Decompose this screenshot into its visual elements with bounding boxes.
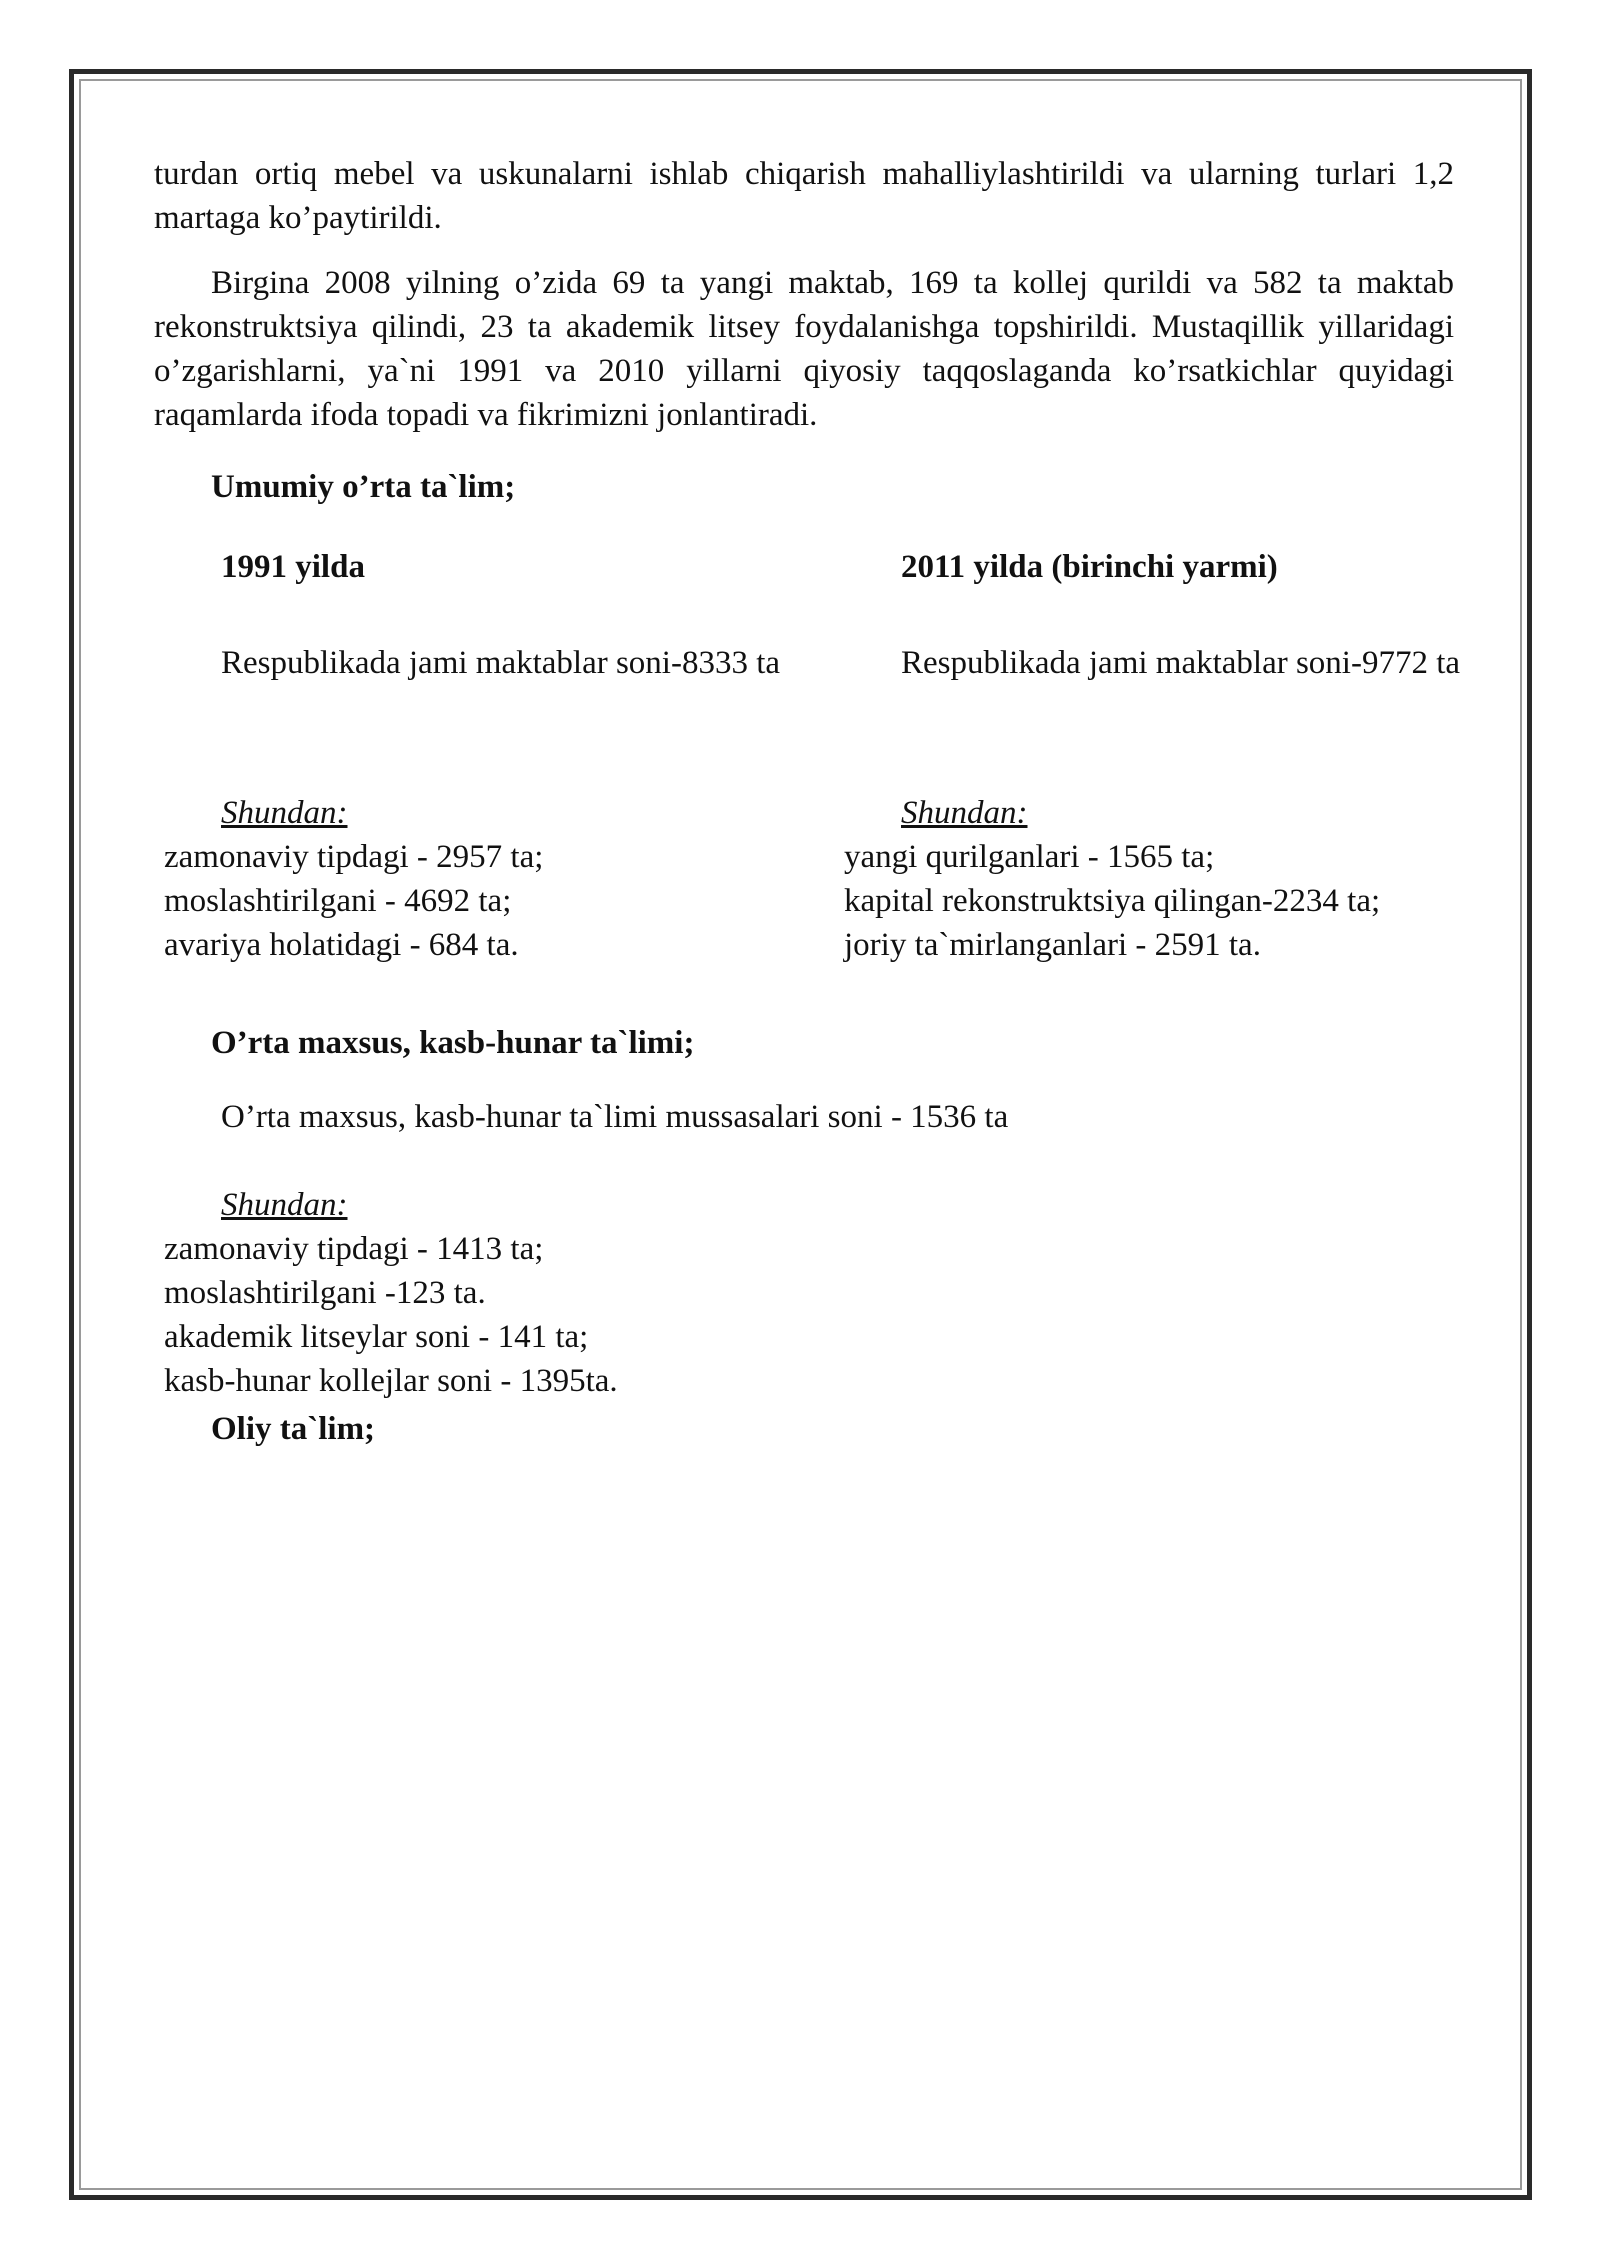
comparison-columns — [154, 545, 1484, 1015]
stat-line: moslashtirilgani -123 ta. — [164, 1275, 486, 1311]
vocational-count: O’rta maxsus, kasb-hunar ta`limi mussasalari soni - 1536 ta — [221, 1099, 1009, 1135]
intro-paragraph-2: Birgina 2008 yilning o’zida 69 ta yangi maktab, 169 ta kollej qurildi va 582 ta maktab rekonstruktsiya qilindi, 23 ta akademik litsey foydalanishga topshirildi. Mustaqillik yillaridagi o’zgarishlarni, ya`ni 1991 va 2010 yillarni qiyosiy taqqoslaganda ko’rsatkichlar quyidagi raqamlarda ifoda topadi va fikrimizni jonlantiradi. — [154, 265, 1454, 433]
document-body — [154, 152, 1461, 1451]
stat-line: zamonaviy tipdagi - 1413 ta; — [164, 1231, 544, 1267]
stat-line: akademik litseylar soni - 141 ta; — [164, 1319, 589, 1355]
shundan-label: Shundan: — [221, 795, 348, 831]
stat-line: avariya holatidagi - 684 ta. — [164, 927, 519, 963]
stat-line: joriy ta`mirlanganlari - 2591 ta. — [844, 927, 1261, 963]
stat-line: kapital rekonstruktsiya qilingan-2234 ta; — [844, 883, 1381, 919]
section-heading-vocational: O’rta maxsus, kasb-hunar ta`limi; — [211, 1025, 695, 1061]
section-heading-higher: Oliy ta`lim; — [211, 1411, 376, 1447]
column-title-1991: 1991 yilda — [221, 549, 365, 585]
column-title-2011: 2011 yilda (birinchi yarmi) — [901, 549, 1278, 585]
intro-paragraph-1: turdan ortiq mebel va uskunalarni ishlab chiqarish mahalliylashtirildi va ularning turlari 1,2 martaga ko’paytirildi. — [154, 156, 1454, 236]
column-2011 — [844, 545, 1504, 967]
total-schools-2011: Respublikada jami maktablar soni-9772 ta — [901, 645, 1461, 681]
shundan-label: Shundan: — [901, 795, 1028, 831]
shundan-label: Shundan: — [221, 1187, 348, 1223]
stat-line: zamonaviy tipdagi - 2957 ta; — [164, 839, 544, 875]
total-schools-1991: Respublikada jami maktablar soni-8333 ta — [221, 645, 781, 681]
stat-line: moslashtirilgani - 4692 ta; — [164, 883, 512, 919]
column-1991 — [164, 545, 824, 967]
stat-line: kasb-hunar kollejlar soni - 1395ta. — [164, 1363, 618, 1399]
section-heading-general: Umumiy o’rta ta`lim; — [211, 469, 516, 505]
stat-line: yangi qurilganlari - 1565 ta; — [844, 839, 1215, 875]
